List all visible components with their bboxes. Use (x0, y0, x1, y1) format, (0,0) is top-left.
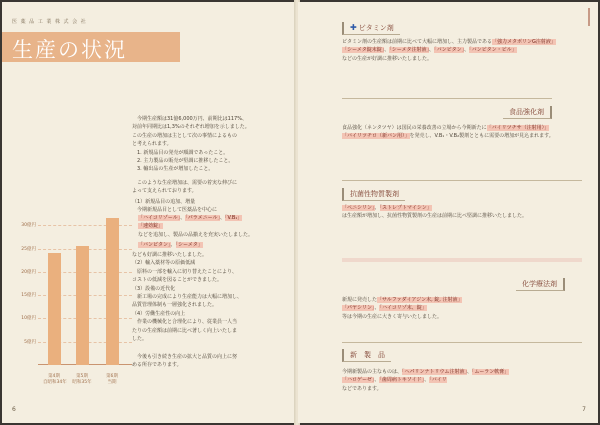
paragraph-2: このような生産増加は、需要の着実な伸びに よって支えられております。 (132, 180, 238, 195)
highlight-text: 「バイリツチロ（新バン用）」 (342, 133, 410, 140)
section-divider (342, 180, 582, 181)
cross-icon: ✚ (350, 23, 357, 32)
paragraph-4: などを追加し、製品の品揃えを充実いたしました。 (138, 232, 254, 238)
corner-mark (588, 8, 590, 26)
chart-y-tick-label: 5億円 (24, 339, 36, 345)
section-text-food (342, 124, 587, 141)
chart-y-tick-label: 15億円 (21, 293, 36, 299)
body-text: などの生産が好調に推移いたしました。 (342, 55, 433, 62)
left-page (2, 2, 297, 423)
highlight-line-1: 「ハイコリゾール」、「パラメニール」、「V.B₁」 「速効錠」 (138, 215, 243, 230)
section-text-antibiotic: 「ペニシリン」、「ストレプトマイシン」 は生産額が増加し、抗菌性物質製剤の生産は前期に比べ堅調に推移いたしました。 (342, 205, 528, 220)
body-text: などであります。 (342, 385, 382, 392)
production-bar-chart (14, 208, 134, 398)
body-text: 等は今期の生産に大きく寄与いたしました。 (342, 313, 443, 320)
paragraph-3: （1）新規品目の追加、増量 今期新規品目として医薬品を中心に (132, 199, 218, 214)
highlight-text: 「速効錠」 (138, 223, 164, 230)
chart-y-tick-label: 30億円 (21, 223, 36, 229)
page-number-right: 7 (582, 406, 586, 413)
body-text: は生産額が増加し、抗菌性物質製剤の生産は前期に比べ堅調に推移いたしました。 (342, 213, 528, 220)
highlight-text: 「ストレプトマイシン」 (379, 205, 432, 211)
section-title: 食品強化剤 (509, 108, 544, 116)
chart-bar (76, 246, 89, 365)
section-head-chemo (516, 278, 565, 291)
body-text: 今期新製品の主なものは、 (342, 369, 403, 375)
highlight-text: 「バイリツチサ（注射用）」 (486, 125, 550, 131)
highlight-text: 「ヘパリンナトリウム注射液」 (402, 369, 467, 375)
paragraph-6: 今後も引き続き生産の拡大と品質の向上に努 める所存であります。 (132, 354, 238, 369)
highlight-text: 「バンビタン・ビル」 (469, 47, 517, 54)
highlight-text: 「バイリ (429, 377, 447, 384)
section-title: 化学療法剤 (522, 280, 557, 288)
chart-y-tick-label: 10億円 (21, 316, 36, 322)
highlight-text: 「ムーラン軟膏」 (471, 369, 510, 375)
chart-bar (106, 218, 119, 365)
chart-x-tick-label: 第4期 自昭和34年 (43, 374, 67, 385)
section-head-new-products (342, 349, 391, 362)
highlight-text: 「パヤシリン」 (342, 305, 375, 312)
highlight-text: 「ハイコリゾール」 (138, 215, 181, 221)
highlight-text: 「バンビタン」 (434, 47, 465, 54)
title-band (2, 32, 180, 62)
page-title: 生産の状況 (12, 38, 127, 62)
highlight-line-2: 「バンビタン」、「シーメタ」 (138, 242, 203, 248)
highlight-text: 「歯周病トキソイド」 (379, 377, 425, 384)
header-note: 医 薬 品 工 業 株 式 会 社 (12, 19, 87, 25)
highlight-text: 「ペニシリン」 (342, 205, 375, 211)
section-title: 新 製 品 (350, 351, 385, 359)
section-text-vitamin: ビタミン剤の生産額は前期に比べて大幅に増加し、主力製品である「強力メタボリンG注射液」 「シーメタ錠末錠」、「シーメタ注射液」、「バンビタン」、「バンビタン・ビル」 などの生産が好調に推移いたしました。 (342, 39, 556, 62)
chart-y-tick-label: 20億円 (21, 269, 36, 275)
right-page (298, 2, 598, 423)
highlight-text: 「シーメタ錠末錠」 (342, 47, 385, 54)
section-title: ビタミン剤 (358, 24, 394, 32)
section-head-vitamin (342, 22, 400, 35)
highlight-text: 「バンビタン」 (138, 242, 171, 248)
highlight-text: 「強力メタボリンG注射液」 (492, 39, 556, 45)
section-head-antibiotic (342, 188, 405, 201)
paragraph-5: なども好調に推移いたしました。 （2）輸入薬材等の原価低減 原料の一部を輸入に切り替えたことにより、 コストの低減を図ることができました。 （3）設備の近代化 新工場の完成により生産能力は大幅に増加し、 品質管理体制も一層強化されました。 （4）労働生産性の向上 作業の機械化と合理化により、従業員一人当 たりの生産額は前期に比べ著しく向上いたしま した。 (132, 252, 243, 343)
section-divider (342, 98, 552, 99)
highlight-text: 「サルファダイアジン末, 錠, 注射液」 (377, 297, 463, 303)
section-text-new-products: 今期新製品の主なものは、「ヘパリンナトリウム注射液」、「ムーラン軟膏」 「ハロゲーゼ」、「歯周病トキソイド」、「バイリ などであります。 (342, 369, 510, 392)
body-text: ビタミン剤の生産額は前期に比べて大幅に増加し、主力製品である (342, 39, 493, 45)
section-title: 抗菌性物質製剤 (350, 190, 399, 198)
chart-x-tick-label: 第5期 昭和35年 (72, 374, 92, 385)
body-text: を発売し、V.B₁・V.B₂製剤とともに需要の増加が見込まれます。 (409, 133, 554, 140)
chart-y-tick-label: 25億円 (21, 246, 36, 252)
chart-x-tick-label: 第6期 当期 (106, 374, 118, 385)
paragraph-1: 今期生産額は31億6,000万円、前期比は117%、 対前年同期比は1,3%のそれぞれ増加を示しました。 この生産の増加は主として次の事情によるもの と考えられます。 1. 新規品目の発売が順調であったこと。 2. 主力製品の販売が堅調に推移したこと。 3. 輸出品の生産が増加したこと。 (132, 116, 250, 173)
highlight-text: 「V.B₁」 (225, 215, 243, 221)
section-divider (342, 342, 582, 343)
highlight-text: 「シーメタ」 (175, 242, 203, 248)
body-text: 食品強化（ネンタツヤ）は国民の栄養改善の立場から今期新たに (342, 125, 487, 131)
section-text-chemo: 新規に発売した「サルファダイアジン末, 錠, 注射液」 「パヤシリン」、「ハイコリゾ末、錠」 等は今期の生産に大きく寄与いたしました。 (342, 297, 463, 320)
section-head-food (503, 106, 552, 119)
page-number-left: 6 (12, 406, 16, 413)
highlight-text: 「ハロゲーゼ」 (342, 377, 375, 384)
highlight-text: 「シーメタ注射液」 (389, 47, 430, 54)
highlight-text: 「ハイコリゾ末、錠」 (379, 305, 427, 312)
chart-bar (48, 253, 61, 365)
pink-divider-band (342, 258, 582, 262)
highlight-text: 「パラメニール」 (185, 215, 220, 221)
body-text: 新規に発売した (342, 297, 378, 303)
